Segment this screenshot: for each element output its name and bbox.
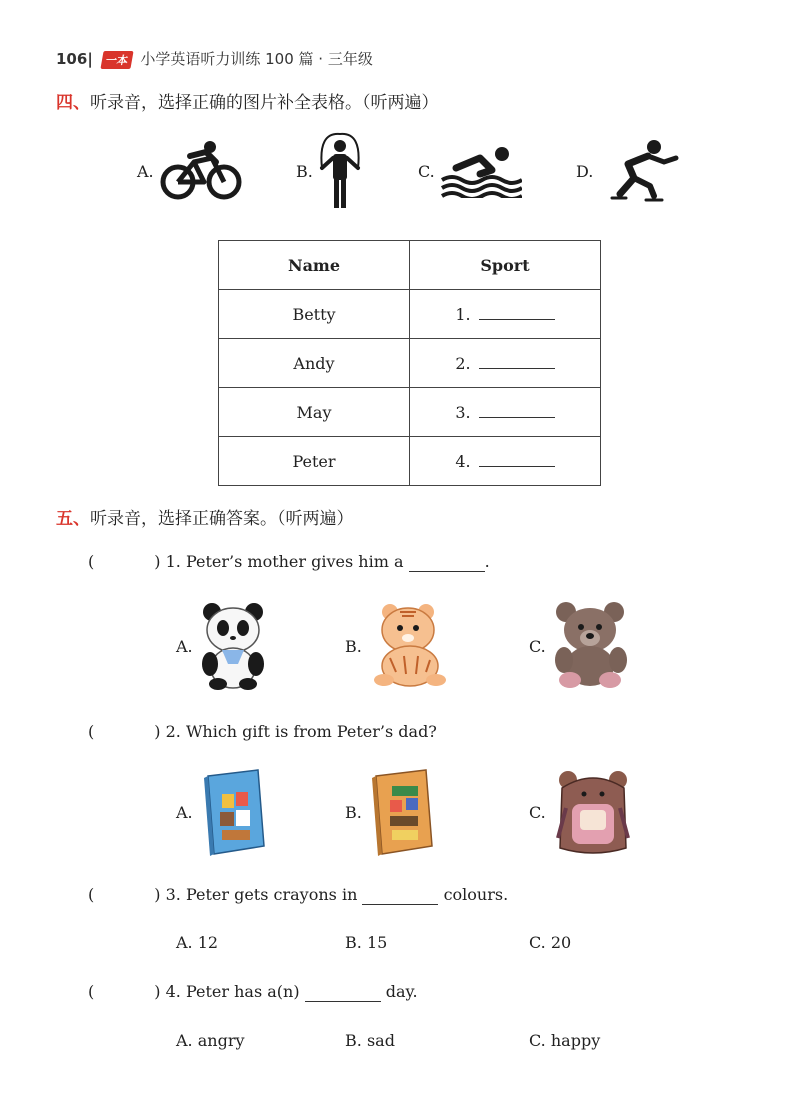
- answer-blank[interactable]: [479, 465, 555, 467]
- storybook-orange-icon[interactable]: [368, 768, 438, 858]
- question-text: 3. Peter gets crayons in: [165, 885, 358, 904]
- section-5-title: [56, 504, 354, 529]
- q3-option-b[interactable]: B. 15: [345, 933, 388, 952]
- table-header-row: [219, 241, 601, 290]
- q3-option-a[interactable]: A. 12: [176, 933, 219, 952]
- page-header: 106| 一本 小学英语听力训练 100 篇 · 三年级: [56, 50, 373, 68]
- sport-cell[interactable]: [410, 290, 601, 339]
- q3-option-c[interactable]: C. 20: [529, 933, 572, 952]
- q2-option-a-label: A.: [176, 803, 193, 822]
- table-row: [219, 290, 601, 339]
- table-row: [219, 437, 601, 486]
- bear-backpack-icon[interactable]: [552, 768, 634, 858]
- sport-cell[interactable]: [410, 388, 601, 437]
- column-header-sport: Sport: [410, 241, 601, 290]
- item-number: 4.: [455, 451, 471, 471]
- section-4-number: 四、: [56, 93, 90, 113]
- q1-option-b-label: B.: [345, 637, 362, 656]
- tiger-toy-icon[interactable]: [370, 602, 454, 688]
- answer-blank[interactable]: [479, 318, 555, 320]
- answer-blank[interactable]: [409, 552, 485, 572]
- item-number: 2.: [455, 353, 471, 373]
- swimming-icon: [440, 144, 522, 198]
- answer-blank[interactable]: [362, 885, 438, 905]
- option-c-label: C.: [418, 162, 435, 181]
- panda-toy-icon[interactable]: [198, 602, 268, 690]
- answer-blank[interactable]: [305, 982, 381, 1002]
- section-5-number: 五、: [56, 509, 90, 529]
- question-2: ( ) 2. Which gift is from Peter’s dad?: [88, 722, 437, 741]
- table-row: [219, 388, 601, 437]
- question-1: ( ) 1. Peter’s mother gives him a .: [88, 552, 490, 571]
- sport-cell[interactable]: [410, 437, 601, 486]
- skating-icon: [598, 138, 682, 204]
- question-text: 1. Peter’s mother gives him a: [165, 552, 404, 571]
- sport-cell[interactable]: [410, 339, 601, 388]
- q2-option-c-label: C.: [529, 803, 546, 822]
- jump-rope-icon: [316, 132, 364, 212]
- section-5-instruction: 听录音，选择正确答案。（听两遍）: [90, 509, 354, 529]
- answer-blank[interactable]: [479, 367, 555, 369]
- item-number: 1.: [455, 304, 471, 324]
- q2-option-b-label: B.: [345, 803, 362, 822]
- option-d-label: D.: [576, 162, 594, 181]
- q4-option-b[interactable]: B. sad: [345, 1031, 395, 1050]
- name-cell: Andy: [219, 339, 410, 388]
- brand-logo: 一本: [100, 51, 133, 69]
- cycling-icon: [160, 140, 244, 202]
- section-4-instruction: 听录音，选择正确的图片补全表格。（听两遍）: [90, 93, 439, 113]
- column-header-name: Name: [219, 241, 410, 290]
- q4-option-c[interactable]: C. happy: [529, 1031, 601, 1050]
- q1-option-c-label: C.: [529, 637, 546, 656]
- answer-blank[interactable]: [479, 416, 555, 418]
- question-text: 2. Which gift is from Peter’s dad?: [165, 722, 437, 741]
- q1-option-a-label: A.: [176, 637, 193, 656]
- sports-table: [218, 240, 601, 486]
- table-row: [219, 339, 601, 388]
- book-title: 小学英语听力训练 100 篇 · 三年级: [140, 50, 373, 68]
- question-text: 4. Peter has a(n): [165, 982, 300, 1001]
- item-number: 3.: [455, 402, 471, 422]
- option-a-label: A.: [137, 162, 154, 181]
- q4-option-a[interactable]: A. angry: [176, 1031, 245, 1050]
- question-3: ( ) 3. Peter gets crayons in colours.: [88, 885, 509, 904]
- name-cell: Peter: [219, 437, 410, 486]
- page-number: 106: [56, 50, 88, 68]
- storybook-blue-icon[interactable]: [200, 768, 270, 858]
- option-b-label: B.: [296, 162, 313, 181]
- section-4-title: [56, 88, 439, 113]
- name-cell: May: [219, 388, 410, 437]
- name-cell: Betty: [219, 290, 410, 339]
- question-4: ( ) 4. Peter has a(n) day.: [88, 982, 418, 1001]
- teddy-bear-icon[interactable]: [552, 600, 630, 688]
